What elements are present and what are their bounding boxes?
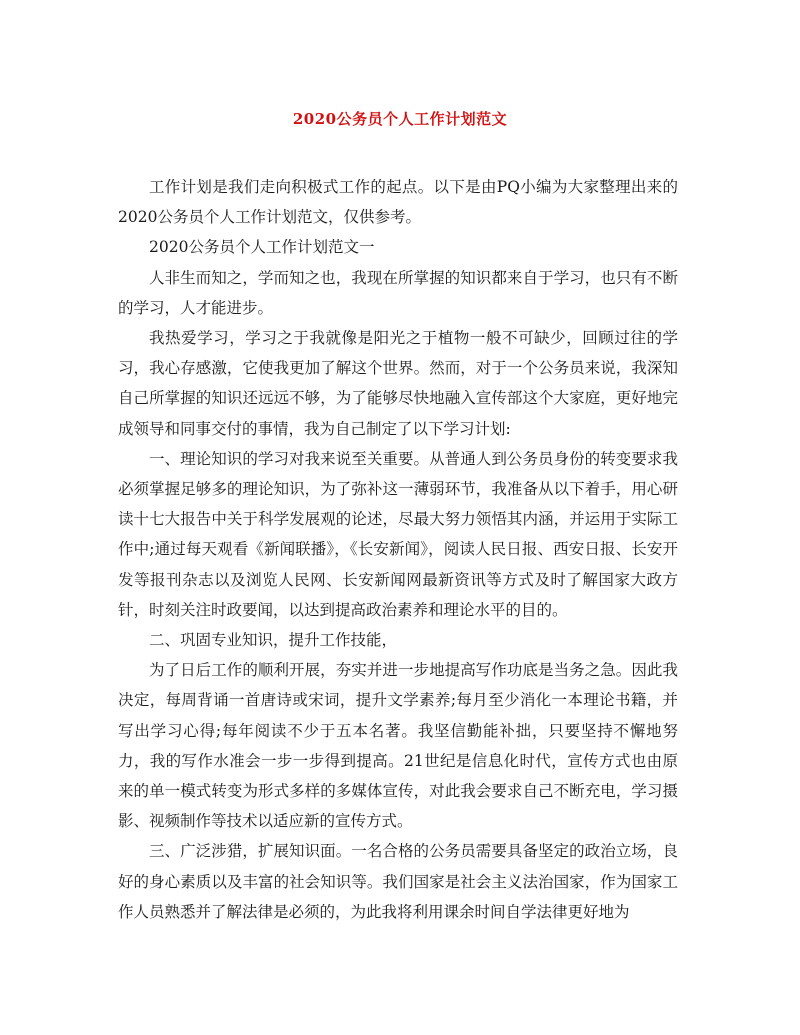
paragraph-1: 人非生而知之，学而知之也，我现在所掌握的知识都来自于学习，也只有不断的学习，人才能进步。 xyxy=(118,268,678,317)
document-body xyxy=(118,172,678,927)
paragraph-6: 三、广泛涉猎，扩展知识面。一名合格的公务员需要具备坚定的政治立场，良好的身心素质以及丰富的社会知识等。我们国家是社会主义法治国家，作为国家工作人员熟悉并了解法律是必须的，为此我将利用课余时间自学法律更好地为 xyxy=(118,842,678,921)
paragraph-4: 二、巩固专业知识，提升工作技能， xyxy=(149,631,398,650)
paragraph-intro: 工作计划是我们走向积极式工作的起点。以下是由PQ小编为大家整理出来的2020公务员个人工作计划范文，仅供参考。 xyxy=(118,178,678,227)
paragraph-5: 为了日后工作的顺利开展，夯实并进一步地提高写作功底是当务之急。因此我决定，每周背诵一首唐诗或宋词，提升文学素养;每月至少消化一本理论书籍，并写出学习心得;每年阅读不少于五本名著。我坚信勤能补拙，只要坚持不懈地努力，我的写作水准会一步一步得到提高。21世纪是信息化时代，宣传方式也由原来的单一模式转变为形式多样的多媒体宣传，对此我会要求自己不断充电，学习摄影、视频制作等技术以适应新的宣传方式。 xyxy=(118,661,678,831)
document-title: 2020公务员个人工作计划范文 xyxy=(292,110,508,128)
paragraph-subtitle: 2020公务员个人工作计划范文一 xyxy=(149,238,375,257)
paragraph-3: 一、理论知识的学习对我来说至关重要。从普通人到公务员身份的转变要求我必须掌握足够多的理论知识，为了弥补这一薄弱环节，我准备从以下着手，用心研读十七大报告中关于科学发展观的论述，尽最大努力领悟其内涵，并运用于实际工作中;通过每天观看《新闻联播》，《长安新闻》，阅读人民日报、西安日报、长安开发等报刊杂志以及浏览人民网、长安新闻网最新资讯等方式及时了解国家大政方针，时刻关注时政要闻，以达到提高政治素养和理论水平的目的。 xyxy=(118,449,678,619)
paragraph-2: 我热爱学习，学习之于我就像是阳光之于植物一般不可缺少，回顾过往的学习，我心存感激，它使我更加了解这个世界。然而，对于一个公务员来说，我深知自己所掌握的知识还远远不够，为了能够尽快地融入宣传部这个大家庭，更好地完成领导和同事交付的事情，我为自己制定了以下学习计划: xyxy=(118,329,678,438)
